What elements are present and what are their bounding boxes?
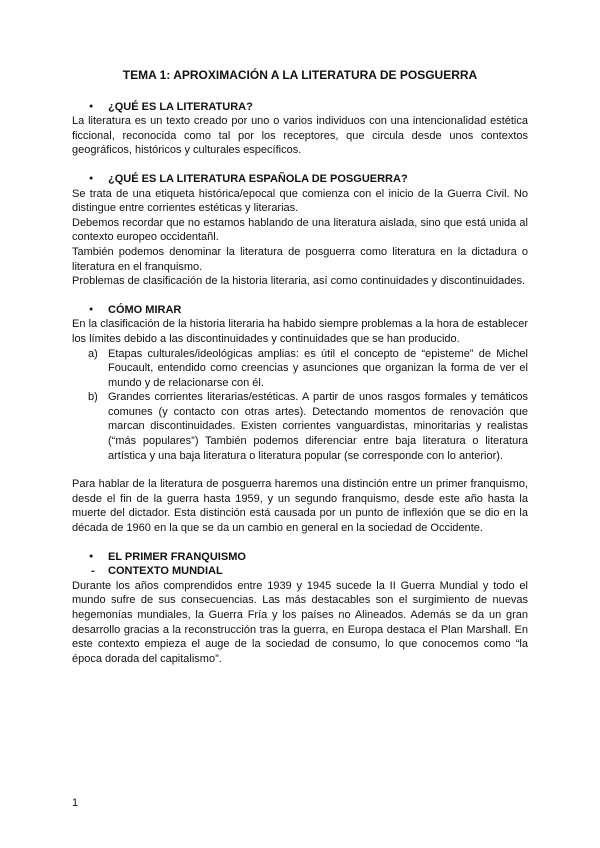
paragraph: También podemos denominar la literatura de posguerra como literatura en la dictadura o literatura en el franquismo. [72,245,528,273]
section-heading-que-es-literatura: ● ¿QUÉ ES LA LITERATURA? [72,100,528,115]
list-item: a) Etapas culturales/ideológicas amplias: es útil el concepto de “episteme” de Michel Foucault, entendido como creencias y asunciones que organizan la forma de ver el mundo y de relacionarse con él. [88,347,528,389]
paragraph: Durante los años comprendidos entre 1939 y 1945 sucede la II Guerra Mundial y todo el mundo sufre de sus consecuencias. Las más destacables son el surgimiento de nuevas hegemonías mundiales, la Guerra Fría y los países no Alineados. Además se da un gran desarrollo gracias a la reconstrucción tras la guerra, en Europa destaca el Plan Marshall. En este contexto empieza el auge de la sociedad de consumo, lo que conocemos como “la época dorada del capitalismo”. [72,579,528,665]
paragraph: En la clasificación de la historia literaria ha habido siempre problemas a la hora de establecer los límites debido a las discontinuidades y continuidades que se han producido. [72,318,528,345]
document-title: TEMA 1: APROXIMACIÓN A LA LITERATURA DE POSGUERRA [122,68,478,82]
paragraph: Se trata de una etiqueta histórica/epocal que comienza con el inicio de la Guerra Civil. No distingue entre corrientes estéticas y literarias. [72,187,528,215]
section-heading-primer-franquismo: ● EL PRIMER FRANQUISMO [72,550,528,565]
paragraph: Debemos recordar que no estamos hablando de una literatura aislada, sino que está unida al contexto europeo occidentañl. [72,216,528,244]
section-heading-literatura-posguerra: ● ¿QUÉ ES LA LITERATURA ESPAÑOLA DE POSGUERRA? [72,172,528,187]
paragraph: La literatura es un texto creado por uno o varios individuos con una intencionalidad estética ficcional, reconocida como tal por los receptores, que circula desde unos contextos geográficos, históricos y culturales específicos. [72,115,528,157]
page-number: 1 [72,797,79,809]
subheading-contexto-mundial: - CONTEXTO MUNDIAL [91,565,223,578]
paragraph: Para hablar de la literatura de posguerra haremos una distinción entre un primer franquismo, desde el fin de la guerra hasta 1959, y un segundo franquismo, desde este año hasta la muerte del dictador. Esta distinción está causada por un punto de inflexión que se dio en la década de 1960 en la que se da un cambio en general en la sociedad de Occidente. [72,478,528,535]
paragraph: Problemas de clasificación de la historia literaria, así como continuidades y discontinuidades. [72,275,526,288]
section-heading-como-mirar: ● CÓMO MIRAR [72,303,528,318]
ordered-list [72,347,528,464]
list-item: b) Grandes corrientes literarias/estéticas. A partir de unos rasgos formales y temáticos comunes (y contacto con otras artes). Detectando momentos de renovación que marcan discontinuidades. Existen corrientes vanguardistas, minoritarias y realistas (“más populares”) También podemos diferenciar entre baja literatura o literatura artística y una baja literatura o literatura popular (se corresponde con lo anterior). [88,391,528,462]
page-content [72,68,528,666]
